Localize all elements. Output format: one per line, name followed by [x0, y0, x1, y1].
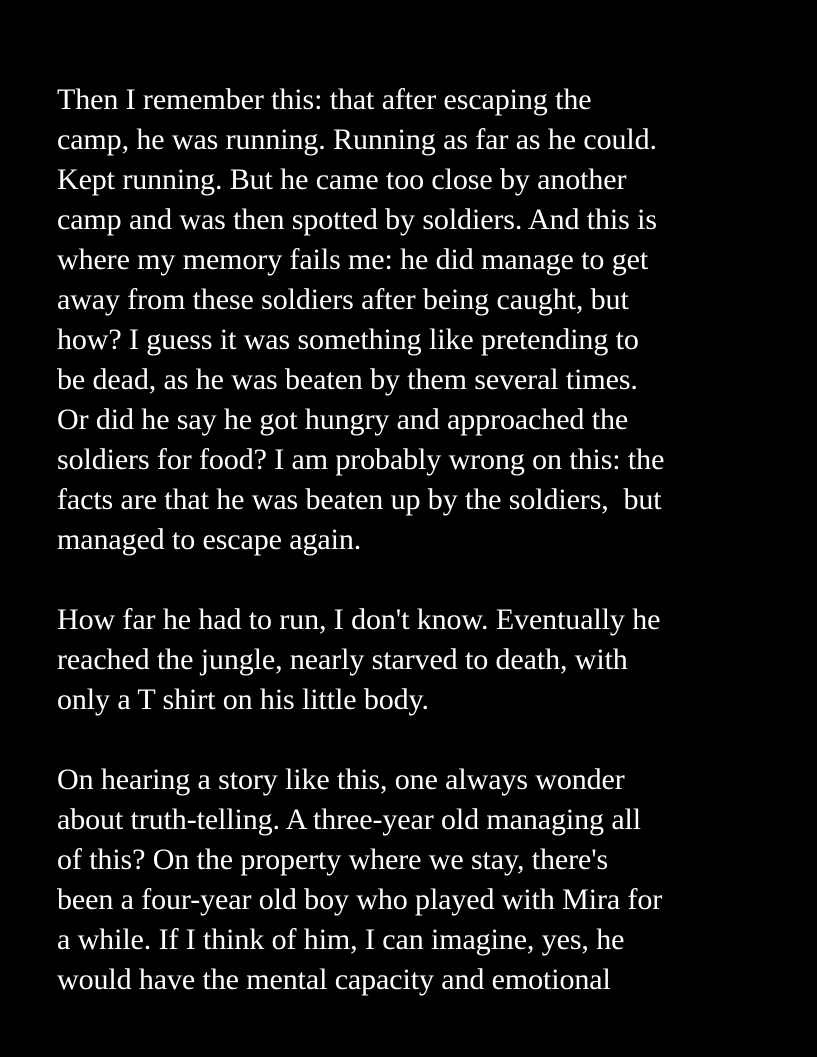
paragraph-spacer	[57, 560, 797, 600]
paragraph-1	[57, 80, 797, 560]
document-body	[57, 80, 797, 1000]
text-line: be dead, as he was beaten by them several times.	[57, 363, 638, 396]
text-line: facts are that he was beaten up by the soldiers, but	[57, 483, 662, 516]
text-line: managed to escape again.	[57, 523, 362, 556]
text-line: camp, he was running. Running as far as he could.	[57, 123, 657, 156]
text-line: How far he had to run, I don't know. Eventually he	[57, 603, 661, 636]
text-line: how? I guess it was something like pretending to	[57, 323, 639, 356]
text-line: camp and was then spotted by soldiers. And this is	[57, 203, 657, 236]
paragraph-spacer	[57, 720, 797, 760]
text-line: of this? On the property where we stay, there's	[57, 843, 609, 876]
text-line: about truth-telling. A three-year old managing all	[57, 803, 641, 836]
text-line: a while. If I think of him, I can imagine, yes, he	[57, 923, 625, 956]
text-line: where my memory fails me: he did manage to get	[57, 243, 649, 276]
text-line: been a four-year old boy who played with Mira for	[57, 883, 663, 916]
text-line: would have the mental capacity and emotional	[57, 963, 611, 996]
text-line: Then I remember this: that after escaping the	[57, 83, 592, 116]
text-line: Or did he say he got hungry and approached the	[57, 403, 629, 436]
text-line: away from these soldiers after being caught, but	[57, 283, 629, 316]
paragraph-3	[57, 760, 797, 1000]
text-line: On hearing a story like this, one always wonder	[57, 763, 625, 796]
paragraph-2	[57, 600, 797, 720]
text-line: only a T shirt on his little body.	[57, 683, 429, 716]
text-line: Kept running. But he came too close by another	[57, 163, 627, 196]
text-line: soldiers for food? I am probably wrong on this: the	[57, 443, 665, 476]
text-line: reached the jungle, nearly starved to death, with	[57, 643, 628, 676]
